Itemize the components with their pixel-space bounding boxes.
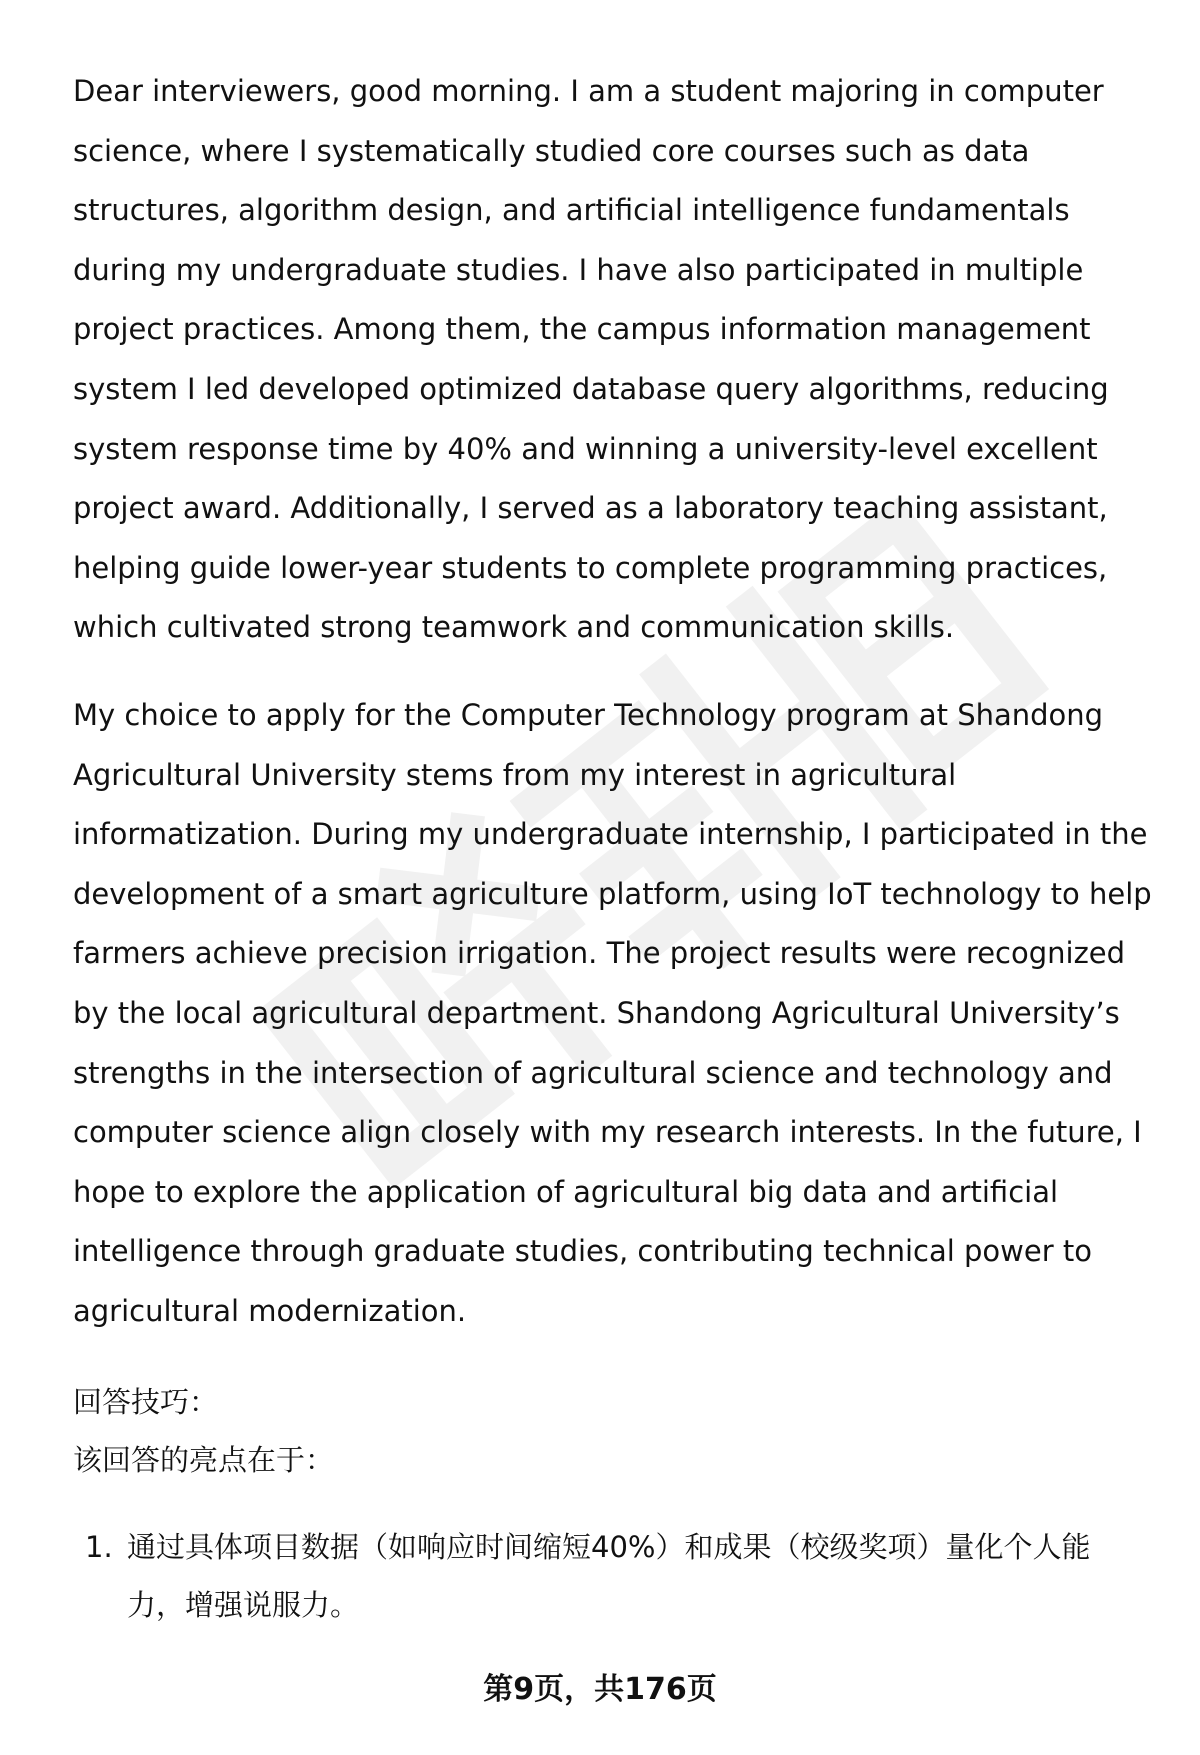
list-item-number: 1. — [85, 1530, 113, 1564]
tips-list — [73, 1518, 1133, 1634]
tips-intro: 该回答的亮点在于： — [73, 1443, 335, 1477]
list-item-text: 通过具体项目数据（如响应时间缩短40%）和成果（校级奖项）量化个人能力，增强说服力。 — [127, 1530, 1091, 1622]
page-number-footer: 第9页，共176页 — [483, 1672, 717, 1707]
list-item — [73, 1518, 1133, 1634]
answer-paragraph-2: My choice to apply for the Computer Technology program at Shandong Agricultural University stems from my interest in agricultural informatization. During my undergraduate internship, I participated in the development of a smart agriculture platform, using IoT technology to help farmers achieve precision irrigation. The project results were recognized by the local agricultural department. Shandong Agricultural University’s strengths in the intersection of agricultural science and technology and computer science align closely with my research interests. In the future, I hope to explore the application of agricultural big data and artificial intelligence through graduate studies, contributing technical power to agricultural modernization. — [73, 698, 1152, 1328]
answer-paragraph-1: Dear interviewers, good morning. I am a student majoring in computer science, where I systematically studied core courses such as data structures, algorithm design, and artificial intelligence fundamentals during my undergraduate studies. I have also participated in multiple project practices. Among them, the campus information management system I led developed optimized database query algorithms, reducing system response time by 40% and winning a university-level excellent project award. Additionally, I served as a laboratory teaching assistant, helping guide lower-year students to complete programming practices, which cultivated strong teamwork and communication skills. — [73, 74, 1109, 645]
tips-heading: 回答技巧： — [73, 1385, 219, 1419]
